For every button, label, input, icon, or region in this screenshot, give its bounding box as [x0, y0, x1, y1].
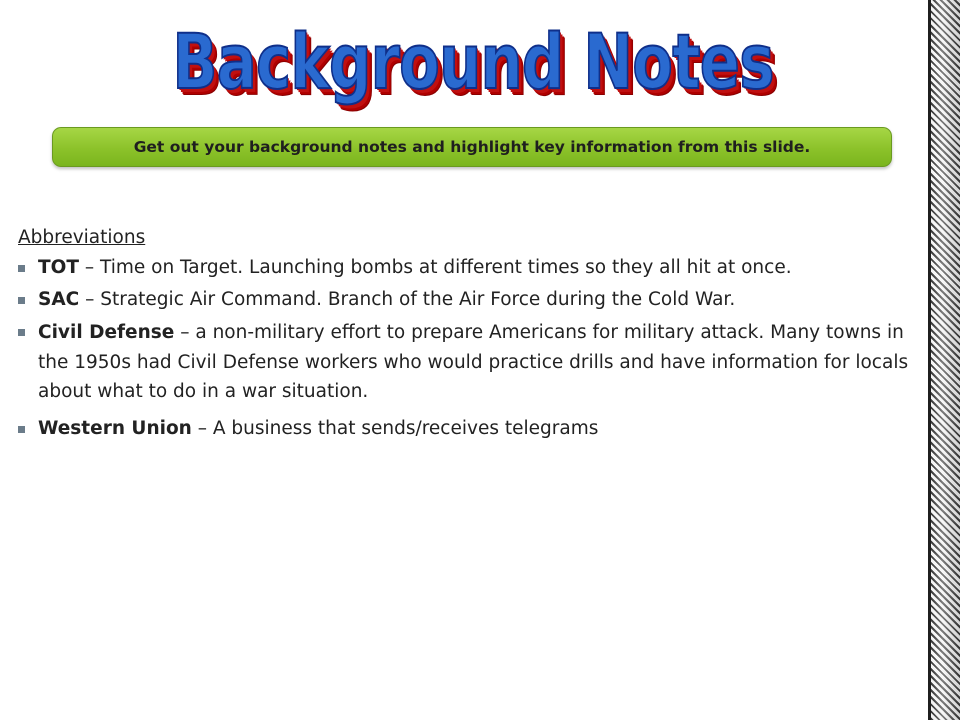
- slide-content: [18, 224, 928, 447]
- list-item-western-union: [18, 415, 928, 443]
- definition-tot: – Time on Target. Launching bombs at different times so they all hit at once.: [78, 257, 792, 278]
- square-bullet-icon: [18, 426, 25, 433]
- term-sac: SAC: [38, 289, 80, 310]
- list-item-civil-defense: [18, 318, 928, 407]
- decorative-side-strip: [928, 0, 960, 720]
- instruction-text: Get out your background notes and highlight key information from this slide.: [133, 138, 811, 156]
- definition-western-union: – A business that sends/receives telegrams: [191, 417, 599, 439]
- term-western-union: Western Union: [38, 417, 192, 439]
- list-item-tot: [18, 254, 928, 282]
- definition-civil-defense: – a non-military effort to prepare Americans for military attack. Many towns in the 1950s had Civil Defense workers who would practice drills and have information for locals about what to do in a war situation.: [38, 322, 909, 402]
- section-heading: Abbreviations: [18, 227, 146, 248]
- square-bullet-icon: [18, 265, 25, 272]
- term-tot: TOT: [38, 257, 79, 278]
- instruction-banner: [52, 127, 892, 167]
- list-item-sac: [18, 286, 928, 314]
- term-civil-defense: Civil Defense: [38, 322, 175, 343]
- square-bullet-icon: [18, 297, 25, 304]
- slide-title: Background Notes: [172, 17, 774, 106]
- square-bullet-icon: [18, 329, 25, 336]
- abbreviation-list: [18, 254, 928, 443]
- definition-sac: – Strategic Air Command. Branch of the Air Force during the Cold War.: [79, 289, 736, 310]
